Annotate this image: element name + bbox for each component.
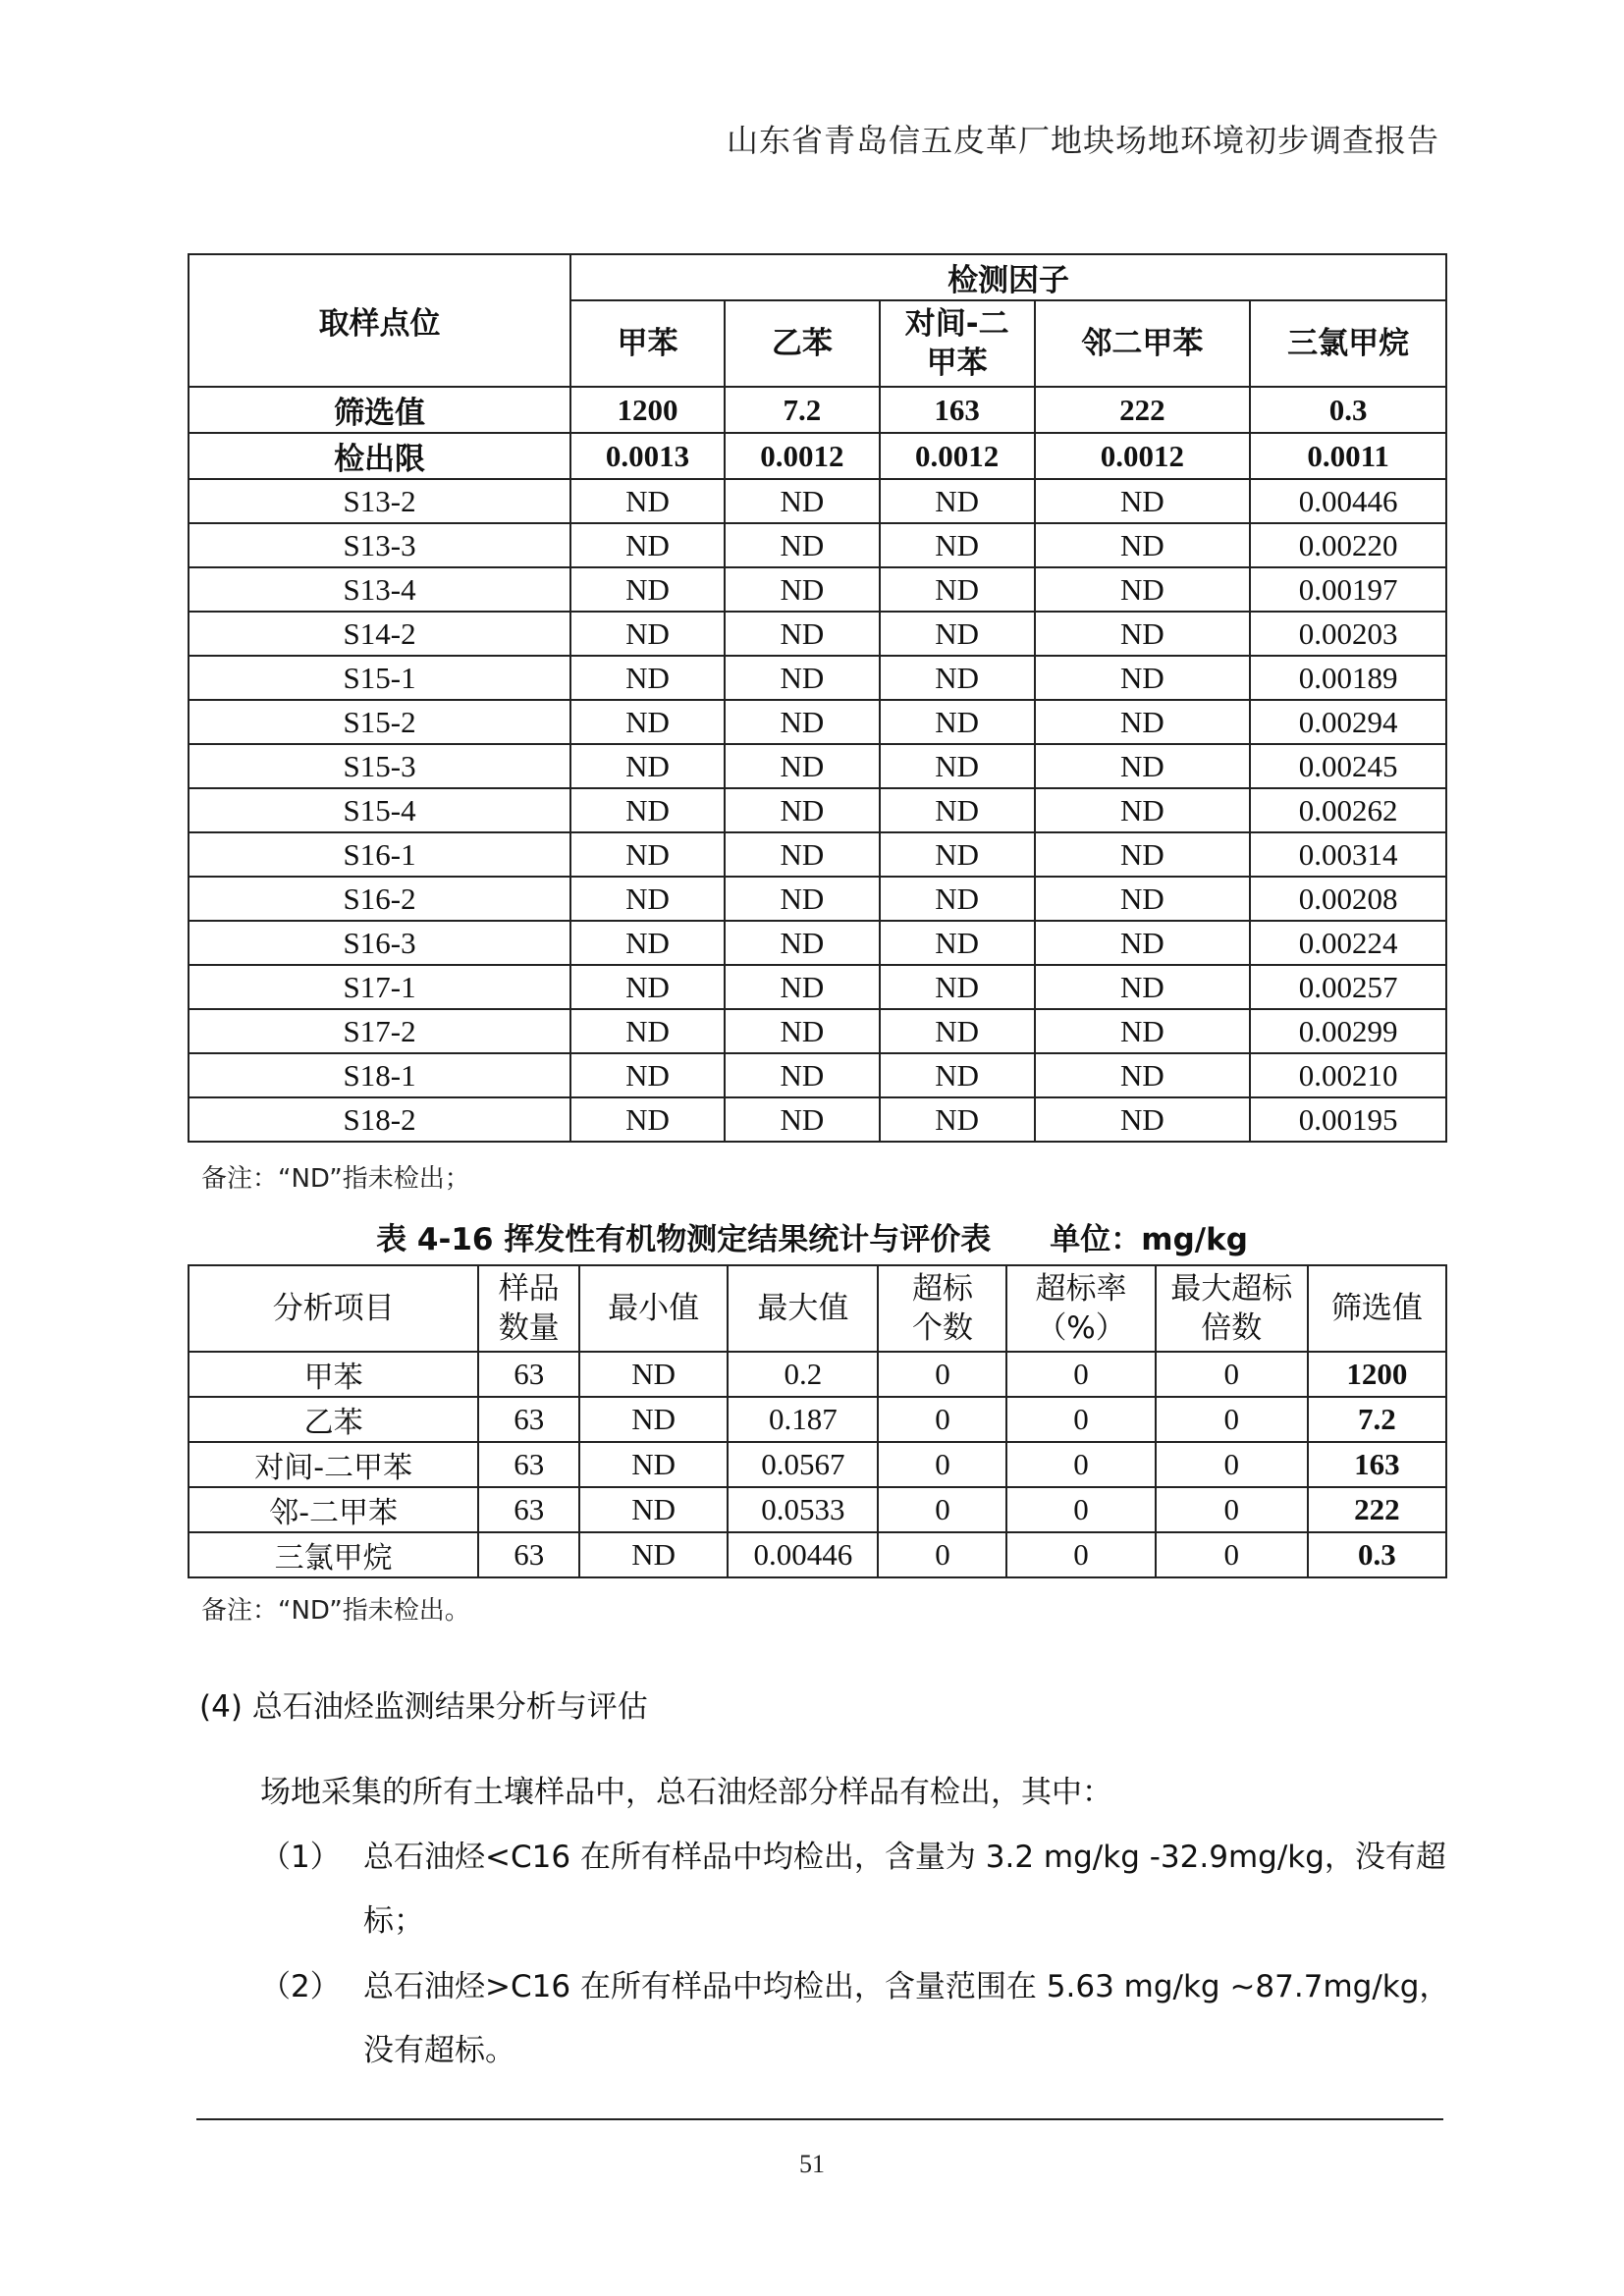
page-number: 51	[799, 2150, 825, 2178]
stat-exceed: 0	[878, 1397, 1006, 1442]
column-header-line2: 个数	[911, 1310, 973, 1346]
stat-rate: 0	[1006, 1352, 1155, 1397]
result-value: ND	[570, 788, 725, 832]
screening-value: 222	[1035, 387, 1251, 433]
result-value: ND	[725, 700, 880, 744]
stat-screen: 222	[1308, 1487, 1446, 1532]
result-value: ND	[570, 612, 725, 656]
column-header-line1: 筛选值	[1330, 1291, 1423, 1326]
table-row	[189, 1397, 1446, 1442]
result-value: ND	[1035, 656, 1251, 700]
factor-header-line1: 甲苯	[617, 326, 678, 361]
result-value: ND	[1035, 1097, 1251, 1142]
result-value: ND	[1035, 479, 1251, 523]
result-value: ND	[570, 832, 725, 877]
table-row	[189, 567, 1446, 612]
table2-caption	[0, 1214, 1624, 1258]
result-value: ND	[880, 656, 1035, 700]
table-row	[189, 700, 1446, 744]
sampling-site: S15-1	[189, 656, 570, 700]
column-header	[189, 1265, 478, 1352]
table2-note: 备注：“ND”指未检出。	[201, 1596, 470, 1626]
result-value: ND	[725, 921, 880, 965]
result-value: ND	[880, 877, 1035, 921]
result-value: ND	[1035, 744, 1251, 788]
result-value: 0.00262	[1250, 788, 1446, 832]
factor-header-line1: 对间-二	[904, 306, 1009, 342]
sampling-site: S15-3	[189, 744, 570, 788]
list-item-2-line2: 没有超标。	[363, 2033, 515, 2068]
stat-n: 63	[478, 1532, 579, 1577]
column-header-line2: （%）	[1036, 1310, 1126, 1346]
table-row	[189, 877, 1446, 921]
result-value: ND	[1035, 1053, 1251, 1097]
column-header-line1: 样品	[498, 1271, 560, 1307]
result-value: 0.00224	[1250, 921, 1446, 965]
result-value: 0.00189	[1250, 656, 1446, 700]
stat-rate: 0	[1006, 1532, 1155, 1577]
result-value: ND	[570, 567, 725, 612]
table-row	[189, 656, 1446, 700]
footer-rule	[196, 2118, 1443, 2120]
result-value: ND	[725, 656, 880, 700]
result-value: 0.00294	[1250, 700, 1446, 744]
detection-limit-value: 0.0012	[725, 433, 880, 479]
factor-header-line1: 乙苯	[771, 326, 833, 361]
list-item-1-line1: 总石油烃<C16 在所有样品中均检出，含量为 3.2 mg/kg -32.9mg/kg，没有超	[363, 1840, 1446, 1875]
result-value: 0.00203	[1250, 612, 1446, 656]
sampling-site: S16-3	[189, 921, 570, 965]
screening-value: 1200	[570, 387, 725, 433]
result-value: 0.00245	[1250, 744, 1446, 788]
factor-header	[1035, 300, 1251, 387]
result-value: ND	[570, 877, 725, 921]
stat-times: 0	[1156, 1442, 1308, 1487]
factor-header-line1: 邻二甲苯	[1081, 326, 1204, 361]
section-heading: (4) 总石油烃监测结果分析与评估	[199, 1689, 648, 1725]
result-value: ND	[1035, 700, 1251, 744]
sampling-site: S13-4	[189, 567, 570, 612]
result-value: ND	[880, 1097, 1035, 1142]
stat-min: ND	[579, 1442, 728, 1487]
sampling-site-header: 取样点位	[189, 254, 570, 387]
table-row	[189, 744, 1446, 788]
stat-times: 0	[1156, 1532, 1308, 1577]
sampling-site: S17-1	[189, 965, 570, 1009]
list-item-1-number: （1）	[260, 1840, 341, 1875]
result-value: ND	[880, 523, 1035, 567]
detection-limit-value: 0.0013	[570, 433, 725, 479]
result-value: ND	[725, 612, 880, 656]
running-header: 山东省青岛信五皮革厂地块场地环境初步调查报告	[726, 122, 1439, 159]
column-header	[1156, 1265, 1308, 1352]
table-row	[189, 1352, 1446, 1397]
stat-screen: 7.2	[1308, 1397, 1446, 1442]
result-value: ND	[1035, 523, 1251, 567]
list-item-2-line1: 总石油烃>C16 在所有样品中均检出，含量范围在 5.63 mg/kg ~87.7mg/kg，	[363, 1969, 1450, 2004]
result-value: ND	[880, 612, 1035, 656]
result-value: ND	[725, 965, 880, 1009]
sampling-site: S13-3	[189, 523, 570, 567]
stat-n: 63	[478, 1487, 579, 1532]
result-value: ND	[880, 1009, 1035, 1053]
stat-item: 甲苯	[189, 1352, 478, 1397]
factor-header	[570, 300, 725, 387]
column-header-line2: 数量	[498, 1310, 560, 1346]
factor-header	[1250, 300, 1446, 387]
stat-rate: 0	[1006, 1397, 1155, 1442]
stat-exceed: 0	[878, 1487, 1006, 1532]
sampling-site: S18-1	[189, 1053, 570, 1097]
table-row	[189, 1053, 1446, 1097]
stat-min: ND	[579, 1487, 728, 1532]
column-header-line1: 分析项目	[272, 1291, 395, 1326]
table-row	[189, 965, 1446, 1009]
stat-max: 0.0533	[728, 1487, 878, 1532]
stat-rate: 0	[1006, 1487, 1155, 1532]
result-value: ND	[570, 1097, 725, 1142]
stat-item: 对间-二甲苯	[189, 1442, 478, 1487]
column-header-line1: 最大超标	[1170, 1271, 1293, 1307]
detection-limit-value: 0.0011	[1250, 433, 1446, 479]
stat-screen: 1200	[1308, 1352, 1446, 1397]
result-value: 0.00299	[1250, 1009, 1446, 1053]
result-value: ND	[725, 832, 880, 877]
stat-exceed: 0	[878, 1352, 1006, 1397]
stat-screen: 0.3	[1308, 1532, 1446, 1577]
result-value: ND	[570, 1053, 725, 1097]
result-value: ND	[725, 479, 880, 523]
stat-min: ND	[579, 1397, 728, 1442]
stat-max: 0.0567	[728, 1442, 878, 1487]
stat-n: 63	[478, 1397, 579, 1442]
sampling-site: S16-1	[189, 832, 570, 877]
result-value: ND	[1035, 965, 1251, 1009]
result-value: ND	[880, 921, 1035, 965]
result-value: 0.00446	[1250, 479, 1446, 523]
factor-header-line1: 三氯甲烷	[1287, 326, 1410, 361]
result-value: 0.00314	[1250, 832, 1446, 877]
column-header	[728, 1265, 878, 1352]
stat-times: 0	[1156, 1352, 1308, 1397]
screening-value: 7.2	[725, 387, 880, 433]
table-row	[189, 832, 1446, 877]
result-value: 0.00210	[1250, 1053, 1446, 1097]
result-value: ND	[725, 523, 880, 567]
result-value: ND	[570, 921, 725, 965]
result-value: ND	[880, 744, 1035, 788]
result-value: 0.00208	[1250, 877, 1446, 921]
result-value: ND	[880, 1053, 1035, 1097]
result-value: ND	[880, 965, 1035, 1009]
result-value: ND	[725, 1097, 880, 1142]
stat-min: ND	[579, 1352, 728, 1397]
stat-rate: 0	[1006, 1442, 1155, 1487]
result-value: ND	[725, 1009, 880, 1053]
table-row	[189, 612, 1446, 656]
voc-statistics-table	[188, 1264, 1447, 1578]
table-row	[189, 523, 1446, 567]
sampling-site: S17-2	[189, 1009, 570, 1053]
detection-results-table	[188, 253, 1447, 1143]
result-value: ND	[570, 656, 725, 700]
result-value: ND	[570, 1009, 725, 1053]
result-value: ND	[570, 965, 725, 1009]
list-item-2-number: （2）	[260, 1969, 341, 2004]
column-header	[1308, 1265, 1446, 1352]
result-value: ND	[880, 788, 1035, 832]
test-factor-header: 检测因子	[570, 254, 1446, 300]
column-header	[878, 1265, 1006, 1352]
result-value: ND	[1035, 832, 1251, 877]
stat-max: 0.00446	[728, 1532, 878, 1577]
result-value: ND	[570, 479, 725, 523]
stat-times: 0	[1156, 1487, 1308, 1532]
factor-header	[725, 300, 880, 387]
column-header-line1: 最大值	[757, 1291, 849, 1326]
sampling-site: S14-2	[189, 612, 570, 656]
table-row	[189, 1442, 1446, 1487]
result-value: ND	[725, 567, 880, 612]
table-row	[189, 1009, 1446, 1053]
result-value: 0.00257	[1250, 965, 1446, 1009]
screening-value: 163	[880, 387, 1035, 433]
table-row	[189, 479, 1446, 523]
table-row	[189, 1487, 1446, 1532]
stat-n: 63	[478, 1352, 579, 1397]
column-header	[579, 1265, 728, 1352]
detection-limit-value: 0.0012	[880, 433, 1035, 479]
detection-limit-value: 0.0012	[1035, 433, 1251, 479]
factor-header-line2: 甲苯	[926, 346, 988, 381]
column-header-line1: 超标率	[1035, 1271, 1127, 1307]
result-value: ND	[725, 877, 880, 921]
stat-max: 0.2	[728, 1352, 878, 1397]
result-value: ND	[880, 832, 1035, 877]
column-header	[1006, 1265, 1155, 1352]
table-row	[189, 1097, 1446, 1142]
result-value: ND	[1035, 877, 1251, 921]
sampling-site: S15-4	[189, 788, 570, 832]
stat-item: 邻-二甲苯	[189, 1487, 478, 1532]
result-value: ND	[1035, 612, 1251, 656]
sampling-site: S18-2	[189, 1097, 570, 1142]
result-value: ND	[880, 479, 1035, 523]
stat-max: 0.187	[728, 1397, 878, 1442]
column-header-line1: 超标	[911, 1271, 973, 1307]
stat-screen: 163	[1308, 1442, 1446, 1487]
list-item-1-line2: 标；	[363, 1903, 424, 1939]
detection-limit-label: 检出限	[189, 433, 570, 479]
sampling-site: S15-2	[189, 700, 570, 744]
table2-caption-title: 表 4-16 挥发性有机物测定结果统计与评价表	[376, 1222, 992, 1257]
table1-note: 备注：“ND”指未检出；	[201, 1164, 470, 1194]
column-header-line1: 最小值	[608, 1291, 700, 1326]
table-row	[189, 921, 1446, 965]
result-value: 0.00195	[1250, 1097, 1446, 1142]
result-value: ND	[880, 700, 1035, 744]
result-value: ND	[725, 744, 880, 788]
section-intro: 场地采集的所有土壤样品中，总石油烃部分样品有检出，其中：	[260, 1775, 1112, 1810]
result-value: ND	[1035, 921, 1251, 965]
table2-unit: 单位：mg/kg	[1050, 1222, 1248, 1257]
stat-exceed: 0	[878, 1532, 1006, 1577]
screening-label: 筛选值	[189, 387, 570, 433]
result-value: ND	[1035, 567, 1251, 612]
result-value: ND	[570, 744, 725, 788]
column-header	[478, 1265, 579, 1352]
stat-min: ND	[579, 1532, 728, 1577]
factor-header	[880, 300, 1035, 387]
result-value: ND	[725, 788, 880, 832]
screening-value: 0.3	[1250, 387, 1446, 433]
stat-item: 三氯甲烷	[189, 1532, 478, 1577]
stat-item: 乙苯	[189, 1397, 478, 1442]
result-value: ND	[1035, 788, 1251, 832]
column-header-line2: 倍数	[1201, 1310, 1263, 1346]
result-value: ND	[570, 523, 725, 567]
table-row	[189, 788, 1446, 832]
result-value: ND	[1035, 1009, 1251, 1053]
stat-times: 0	[1156, 1397, 1308, 1442]
result-value: ND	[570, 700, 725, 744]
sampling-site: S16-2	[189, 877, 570, 921]
sampling-site: S13-2	[189, 479, 570, 523]
stat-exceed: 0	[878, 1442, 1006, 1487]
result-value: ND	[880, 567, 1035, 612]
result-value: ND	[725, 1053, 880, 1097]
table-row	[189, 1532, 1446, 1577]
result-value: 0.00220	[1250, 523, 1446, 567]
result-value: 0.00197	[1250, 567, 1446, 612]
stat-n: 63	[478, 1442, 579, 1487]
